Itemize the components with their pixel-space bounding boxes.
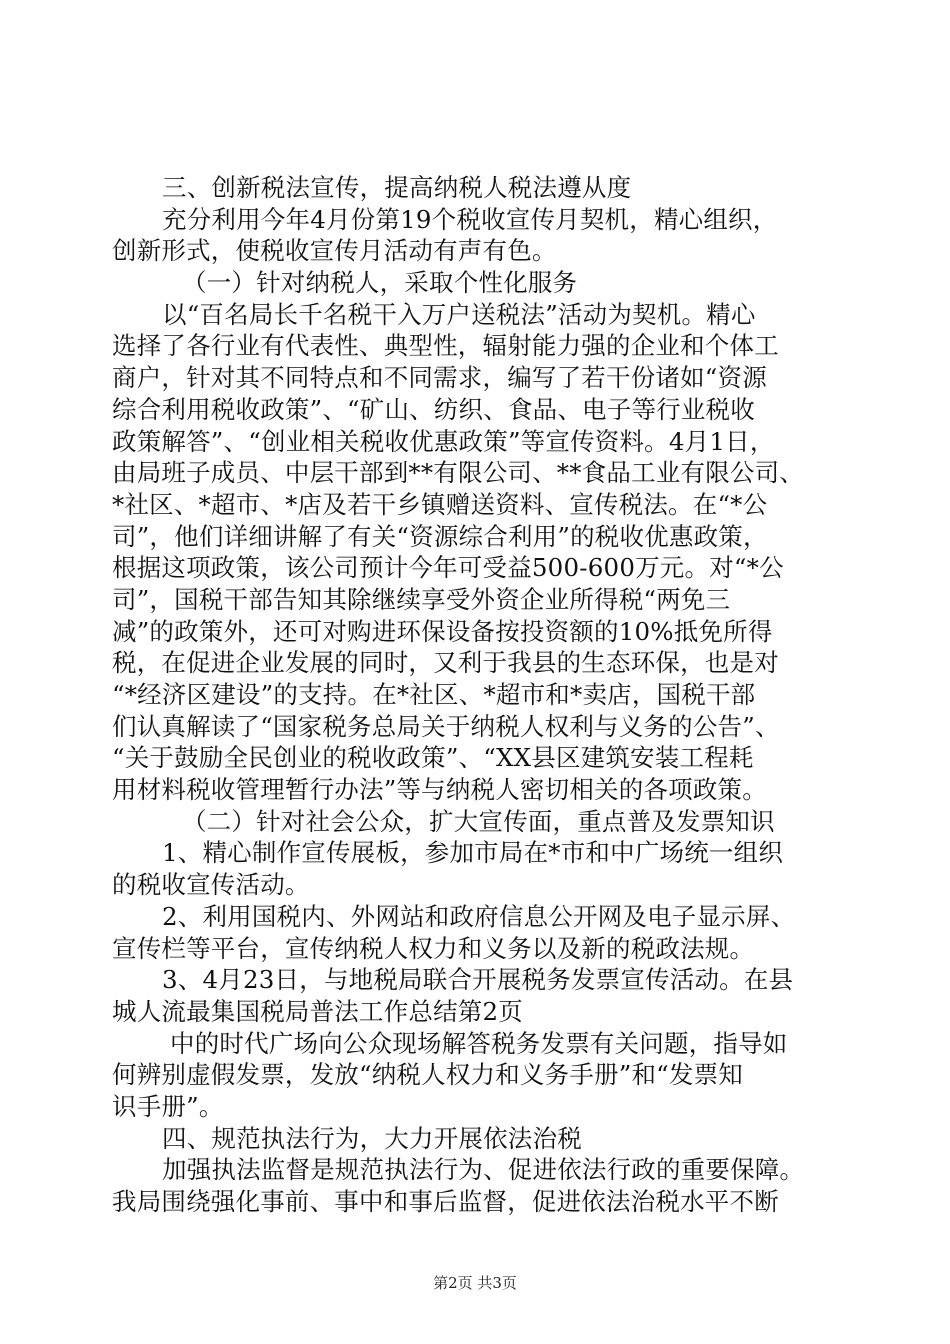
section-heading-4: 四、规范执法行为，大力开展依法治税 <box>162 1123 582 1153</box>
paragraph-line: “关于鼓励全民创业的税收政策”、“XX县区建筑安装工程耗 <box>112 743 754 773</box>
paragraph-line: 根据这项政策，该公司预计今年可受益500-600万元。对“*公 <box>112 553 784 583</box>
paragraph-line: 由局班子成员、中层干部到**有限公司、**食品工业有限公司、 <box>112 458 804 488</box>
paragraph-line: 税，在促进企业发展的同时，又利于我县的生态环保，也是对 <box>112 648 779 678</box>
paragraph-line: 以“百名局长千名税干入万户送税法”活动为契机。精心 <box>162 299 756 329</box>
paragraph-line: 宣传栏等平台，宣传纳税人权力和义务以及新的税政法规。 <box>112 933 755 963</box>
paragraph-line: 商户，针对其不同特点和不同需求，编写了若干份诸如“资源 <box>112 363 767 393</box>
section-heading-3: 三、创新税法宣传，提高纳税人税法遵从度 <box>162 173 632 202</box>
paragraph-line: 2、利用国税内、外网站和政府信息公开网及电子显示屏、 <box>162 901 796 931</box>
paragraph-line: 司”，他们详细讲解了有关“资源综合利用”的税收优惠政策， <box>112 521 768 551</box>
paragraph-line: 的税收宣传活动。 <box>112 870 310 900</box>
subsection-heading-2: （二）针对社会公众，扩大宣传面，重点普及发票知识 <box>182 806 775 836</box>
paragraph-line: 加强执法监督是规范执法行为、促进依法行政的重要保障。 <box>162 1155 805 1185</box>
subsection-heading-1: （一）针对纳税人，采取个性化服务 <box>182 268 578 298</box>
paragraph-line: “*经济区建设”的支持。在*社区、*超市和*卖店，国税干部 <box>112 680 756 709</box>
document-body <box>112 172 842 1218</box>
paragraph-line: 我局围绕强化事前、事中和事后监督，促进依法治税水平不断 <box>112 1187 779 1216</box>
paragraph-line: 综合利用税收政策”、“矿山、纺织、食品、电子等行业税收 <box>112 394 755 424</box>
paragraph-line: 充分利用今年4月份第19个税收宣传月契机，精心组织， <box>162 204 778 234</box>
paragraph-line: 何辨别虚假发票，发放“纳税人权力和义务手册”和“发票知 <box>112 1060 743 1090</box>
paragraph-line: 们认真解读了“国家税务总局关于纳税人权利与义务的公告”、 <box>112 711 780 741</box>
paragraph-line: 1、精心制作宣传展板，参加市局在*市和中广场统一组织 <box>162 838 784 868</box>
paragraph-line: 减”的政策外，还可对购进环保设备按投资额的10%抵免所得 <box>112 616 773 646</box>
paragraph-line: 选择了各行业有代表性、典型性，辐射能力强的企业和个体工 <box>112 331 779 361</box>
paragraph-line: 城人流最集国税局普法工作总结第2页 <box>112 996 523 1026</box>
paragraph-line: 政策解答”、“创业相关税收优惠政策”等宣传资料。4月1日， <box>112 426 775 456</box>
paragraph-line: 中的时代广场向公众现场解答税务发票有关问题，指导如 <box>170 1028 788 1058</box>
paragraph-line: 创新形式，使税收宣传月活动有声有色。 <box>112 236 557 266</box>
paragraph-line: 司”，国税干部告知其除继续享受外资企业所得税“两免三 <box>112 584 731 614</box>
paragraph-line: 用材料税收管理暂行办法”等与纳税人密切相关的各项政策。 <box>112 775 767 805</box>
paragraph-line: 识手册”。 <box>112 1091 224 1121</box>
page-footer: 第2页 共3页 <box>433 1274 517 1292</box>
paragraph-line: *社区、*超市、*店及若干乡镇赠送资料、宣传税法。在“*公 <box>112 489 768 519</box>
paragraph-line: 3、4月23日，与地税局联合开展税务发票宣传活动。在县 <box>162 965 794 995</box>
